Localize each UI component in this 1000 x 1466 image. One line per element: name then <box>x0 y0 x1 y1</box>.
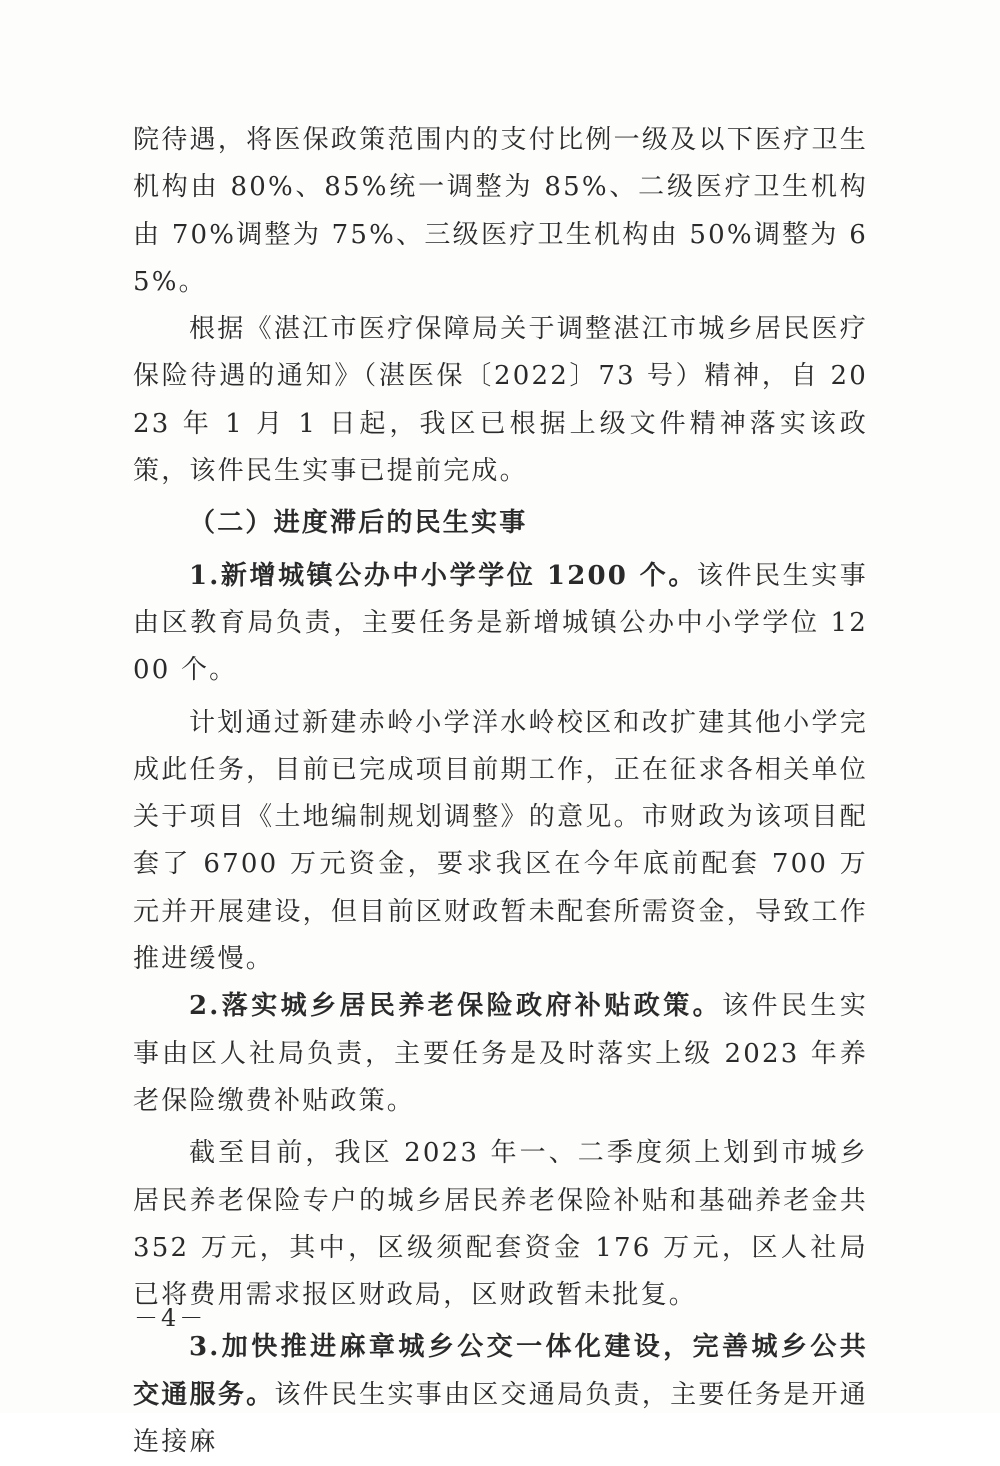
page-number: －4－ <box>134 1304 207 1332</box>
paragraph-zhanjiang-notice: 根据《湛江市医疗保障局关于调整湛江市城乡居民医疗保险待遇的通知》（湛医保〔2022〕73 号）精神，自 2023 年 1 月 1 日起，我区已根据上级文件精神落实该政策，该件民生实事已提前完成。 <box>133 314 868 487</box>
item-2-text: 该件民生实事由区人社局负责，主要任务是及时落实上级 2023 年养老保险缴费补贴政策。 <box>133 991 868 1116</box>
paragraph-school-plan: 计划通过新建赤岭小学洋水岭校区和改扩建其他小学完成此任务，目前已完成项目前期工作，正在征求各相关单位关于项目《土地编制规划调整》的意见。市财政为该项目配套了 6700 万元资金，要求我区在今年底前配套 700 万元并开展建设，但目前区财政暂未配套所需资金，导致工作推进缓慢。 <box>133 707 868 975</box>
item-2-paragraph <box>133 983 868 1125</box>
paragraph-pension-funds: 截至目前，我区 2023 年一、二季度须上划到市城乡居民养老保险专户的城乡居民养老保险补贴和基础养老金共 352 万元，其中，区级须配套资金 176 万元，区人社局已将费用需求报区财政局，区财政暂未批复。 <box>133 1138 868 1311</box>
item-1-paragraph <box>133 553 868 695</box>
item-3-text: 该件民生实事由区交通局负责，主要任务是开通连接麻 <box>133 1379 868 1458</box>
item-1-title: 1.新增城镇公办中小学学位 1200 个。 <box>189 560 697 591</box>
section-heading: （二）进度滞后的民生实事 <box>189 508 528 539</box>
item-3-paragraph <box>133 1324 868 1466</box>
item-3-title: 3.加快推进麻章城乡公交一体化建设，完善城乡公共交通服务。 <box>133 1332 868 1410</box>
document-body <box>133 117 868 1466</box>
item-1-text: 该件民生实事由区教育局负责，主要任务是新增城镇公办中小学学位 1200 个。 <box>133 560 869 686</box>
paragraph-medical-insurance-ratio: 院待遇，将医保政策范围内的支付比例一级及以下医疗卫生机构由 80%、85%统一调整为 85%、二级医疗卫生机构由 70%调整为 75%、三级医疗卫生机构由 50%调整为 65%。 <box>133 125 868 297</box>
item-2-title: 2.落实城乡居民养老保险政府补贴政策。 <box>189 991 723 1022</box>
